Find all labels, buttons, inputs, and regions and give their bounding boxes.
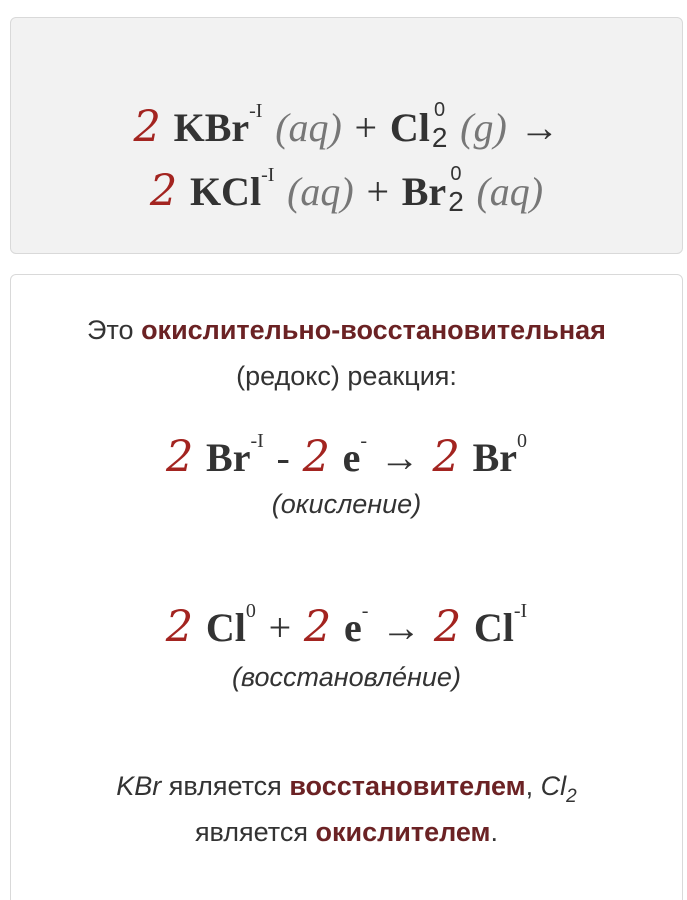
formula-text: KBr	[173, 105, 250, 150]
species-br	[472, 430, 528, 480]
intro-line-1	[11, 317, 682, 344]
ox-and-subscript	[432, 100, 448, 152]
reducer-role: восстановителем	[289, 771, 526, 801]
reducer-formula: KBr	[116, 771, 162, 801]
oxidation-state: 0	[517, 430, 528, 452]
oxidation-state: -I	[250, 430, 264, 452]
oxidation-state: -I	[261, 164, 275, 186]
species-cl	[205, 600, 256, 650]
intro-line-2: (редокс) реакция:	[236, 361, 457, 391]
state-label: (aq)	[476, 169, 544, 214]
coefficient: 2	[303, 602, 332, 652]
formula-text: e	[342, 435, 361, 480]
reduction-label: (восстановле́ние)	[232, 662, 461, 692]
oxidation-state: 0	[434, 99, 446, 121]
equation-line-2	[11, 164, 682, 216]
oxidizer-role: окислителем	[315, 817, 491, 847]
arrow: →	[519, 105, 560, 150]
formula-text: e	[343, 605, 362, 650]
ox-and-subscript	[448, 164, 464, 216]
formula-text: Br	[401, 169, 447, 214]
state-label: (g)	[460, 105, 507, 150]
formula-text: KCl	[189, 169, 262, 214]
coefficient: 2	[432, 432, 460, 482]
coefficient: 2	[165, 602, 194, 652]
electron-charge: -	[361, 600, 369, 622]
plus-sign: +	[268, 605, 292, 650]
formula-kbr	[173, 100, 263, 150]
oxidation-state: 0	[245, 600, 256, 622]
plus-sign: +	[366, 169, 390, 214]
coefficient: 2	[149, 166, 178, 216]
comma: ,	[525, 771, 534, 801]
period: .	[490, 817, 499, 847]
conclusion-line-2	[11, 819, 682, 846]
oxidation-state: -I	[513, 600, 528, 622]
oxidation-label: (окисление)	[271, 489, 422, 519]
formula-text: Cl	[473, 605, 514, 650]
reduction-half-reaction	[11, 600, 682, 652]
oxidation-state: 0	[450, 163, 462, 185]
is-text: является	[194, 817, 308, 847]
intro-highlight: окислительно-восстановительная	[141, 315, 606, 345]
coefficient: 2	[165, 432, 194, 482]
coefficient: 2	[433, 602, 462, 652]
oxidizer-formula	[540, 771, 577, 807]
formula-text: Cl	[540, 771, 567, 801]
oxidation-half-reaction	[11, 430, 682, 482]
intro-prefix: Это	[87, 315, 134, 345]
state-label: (aq)	[275, 105, 342, 150]
state-label: (aq)	[287, 169, 354, 214]
minus-sign: -	[276, 435, 290, 480]
subscript: 2	[448, 186, 464, 217]
oxidation-state: -I	[249, 100, 263, 122]
formula-text: Br	[206, 435, 251, 480]
reaction-equation-card	[10, 17, 683, 254]
coefficient: 2	[133, 102, 161, 152]
subscript: 2	[431, 122, 448, 153]
species-br	[206, 430, 264, 480]
formula-br2	[401, 163, 464, 217]
arrow: →	[379, 435, 420, 480]
electron	[343, 600, 369, 650]
is-text: является	[168, 771, 282, 801]
formula-text: Cl	[389, 105, 430, 150]
arrow: →	[381, 605, 422, 650]
electron	[342, 430, 368, 480]
electron-charge: -	[360, 430, 368, 452]
formula-cl2	[389, 99, 448, 153]
subscript: 2	[566, 786, 577, 807]
formula-text: Br	[472, 435, 518, 480]
explanation-card	[10, 274, 683, 900]
plus-sign: +	[354, 105, 378, 150]
species-cl	[473, 600, 528, 650]
equation-line-1	[11, 100, 682, 152]
formula-kcl	[189, 164, 275, 214]
formula-text: Cl	[205, 605, 246, 650]
coefficient: 2	[302, 432, 330, 482]
conclusion-line-1	[11, 773, 682, 806]
